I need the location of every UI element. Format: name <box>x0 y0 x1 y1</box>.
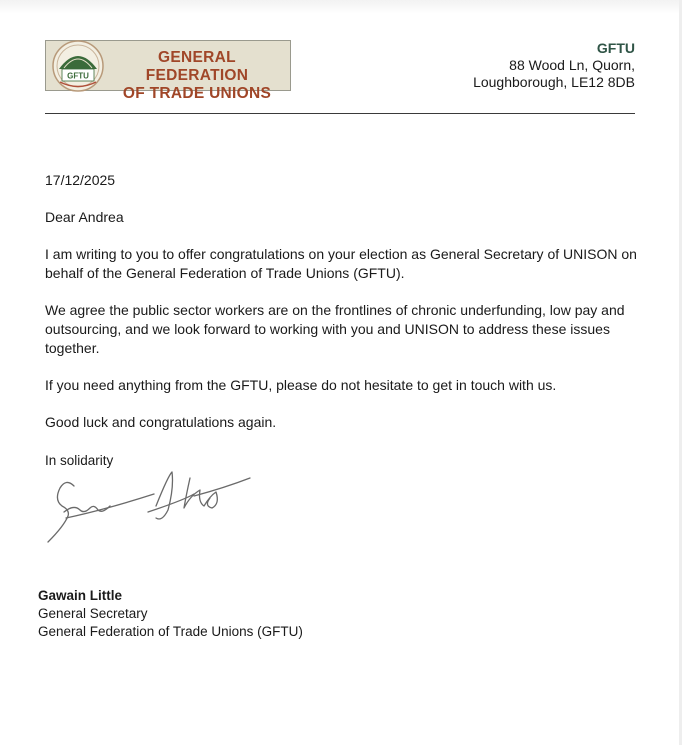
sender-name: GFTU <box>596 40 635 56</box>
paragraph-3: If you need anything from the GFTU, please do not hesitate to get in touch with us. <box>45 377 557 393</box>
signatory-name: Gawain Little <box>38 588 123 603</box>
address-line-1: 88 Wood Ln, Quorn, <box>509 57 635 73</box>
logo-wordmark-line2: OF TRADE UNIONS <box>122 85 272 102</box>
paragraph-2: We agree the public sector workers are on the frontlines of chronic underfunding, low pay and outsourcing, and we look forward to working with you and UNISON to address these issues together. <box>45 302 625 356</box>
page-top-shadow <box>0 0 682 14</box>
signatory-organisation: General Federation of Trade Unions (GFTU) <box>38 624 303 639</box>
letter-closing: In solidarity <box>45 453 114 468</box>
address-line-2: Loughborough, LE12 8DB <box>473 74 635 90</box>
emblem-label: GFTU <box>67 71 89 81</box>
gftu-logo <box>45 40 291 102</box>
header-divider <box>45 113 635 114</box>
gftu-emblem-icon <box>52 35 104 97</box>
letter-greeting: Dear Andrea <box>45 209 124 225</box>
paragraph-1: I am writing to you to offer congratulations on your election as General Secretary of UNISON on behalf of the General Federation of Trade Unions (GFTU). <box>45 246 637 281</box>
sender-address <box>473 40 635 91</box>
paragraph-4: Good luck and congratulations again. <box>45 414 277 430</box>
handwritten-signature <box>44 466 254 548</box>
signatory-title: General Secretary <box>38 606 148 621</box>
logo-wordmark-line1: GENERAL FEDERATION <box>145 49 249 84</box>
logo-wordmark <box>106 49 288 103</box>
signatory-block <box>38 587 303 641</box>
letter-date: 17/12/2025 <box>45 172 116 188</box>
